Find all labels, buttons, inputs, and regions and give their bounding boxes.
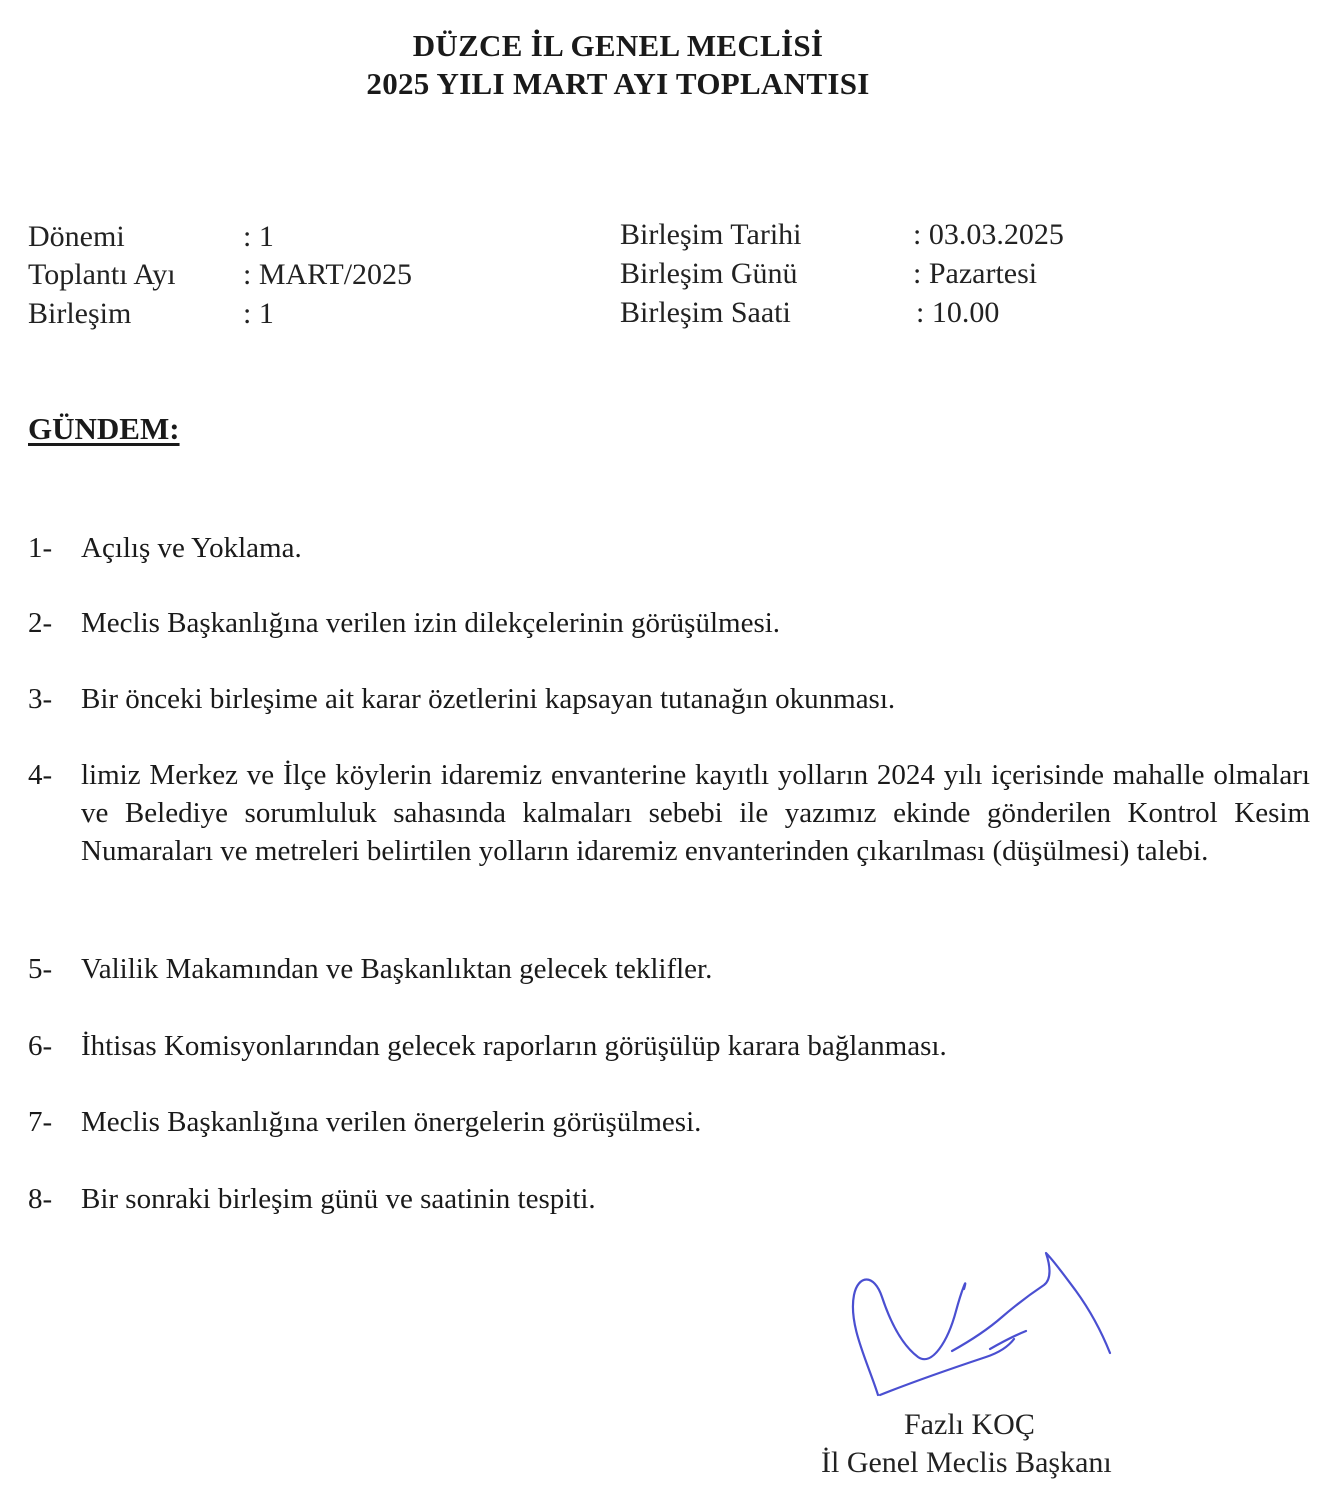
agenda-item-text: Meclis Başkanlığına verilen izin dilekçelerinin görüşülmesi. — [81, 607, 781, 639]
document-title: DÜZCE İL GENEL MECLİSİ — [412, 28, 824, 63]
agenda-item-number: 5- — [28, 953, 53, 985]
agenda-item-3 — [28, 680, 1310, 718]
agenda-item-number: 8- — [28, 1183, 53, 1215]
agenda-item-text: Bir sonraki birleşim günü ve saatinin tespiti. — [81, 1183, 596, 1215]
agenda-item-text: İhtisas Komisyonlarından gelecek raporların görüşülüp karara bağlanması. — [81, 1030, 947, 1062]
agenda-item-8 — [28, 1180, 1310, 1218]
meta-label-birlesim: Birleşim — [28, 297, 132, 330]
agenda-item-5 — [28, 950, 1310, 988]
agenda-item-number: 4- — [28, 759, 53, 791]
handwritten-signature — [840, 1245, 1120, 1410]
signer-title: İl Genel Meclis Başkanı — [821, 1446, 1112, 1479]
meta-value-birlesim-saati: : 10.00 — [916, 296, 1000, 329]
agenda-item-number: 7- — [28, 1106, 53, 1138]
meta-value-birlesim-gunu: : Pazartesi — [913, 257, 1038, 290]
meta-label-donemi: Dönemi — [28, 220, 125, 253]
agenda-item-6 — [28, 1027, 1310, 1065]
agenda-item-4 — [28, 756, 1310, 870]
agenda-item-text: Valilik Makamından ve Başkanlıktan gelecek teklifler. — [81, 953, 713, 985]
agenda-item-number: 6- — [28, 1030, 53, 1062]
agenda-heading: GÜNDEM: — [28, 411, 180, 446]
meta-value-birlesim: : 1 — [243, 297, 274, 330]
agenda-item-number: 1- — [28, 532, 53, 564]
meta-label-toplanti-ayi: Toplantı Ayı — [28, 258, 176, 291]
meta-value-donemi: : 1 — [243, 220, 274, 253]
agenda-item-text: limiz Merkez ve İlçe köylerin idaremiz envanterine kayıtlı yolların 2024 yılı içerisinde mahalle olmaları ve Belediye sorumluluk sahasında kalmaları sebebi ile yazımız ekinde gönderilen Kontrol Kesim Numaraları ve metreleri belirtilen yolların idaremiz envanterinden çıkarılması (düşülmesi) talebi. — [81, 759, 1310, 867]
agenda-item-number: 2- — [28, 607, 53, 639]
agenda-item-7 — [28, 1103, 1310, 1141]
document-subtitle: 2025 YILI MART AYI TOPLANTISI — [366, 66, 870, 101]
meta-label-birlesim-tarihi: Birleşim Tarihi — [620, 218, 802, 251]
agenda-item-2 — [28, 604, 1310, 642]
signer-name: Fazlı KOÇ — [904, 1408, 1035, 1441]
meta-label-birlesim-gunu: Birleşim Günü — [620, 257, 798, 290]
meta-value-toplanti-ayi: : MART/2025 — [243, 258, 413, 291]
meta-label-birlesim-saati: Birleşim Saati — [620, 296, 791, 329]
agenda-item-1 — [28, 529, 1310, 567]
agenda-item-text: Meclis Başkanlığına verilen önergelerin görüşülmesi. — [81, 1106, 702, 1138]
agenda-item-number: 3- — [28, 683, 53, 715]
agenda-item-text: Açılış ve Yoklama. — [81, 532, 302, 564]
agenda-item-text: Bir önceki birleşime ait karar özetlerini kapsayan tutanağın okunması. — [81, 683, 896, 715]
meta-value-birlesim-tarihi: : 03.03.2025 — [913, 218, 1064, 251]
